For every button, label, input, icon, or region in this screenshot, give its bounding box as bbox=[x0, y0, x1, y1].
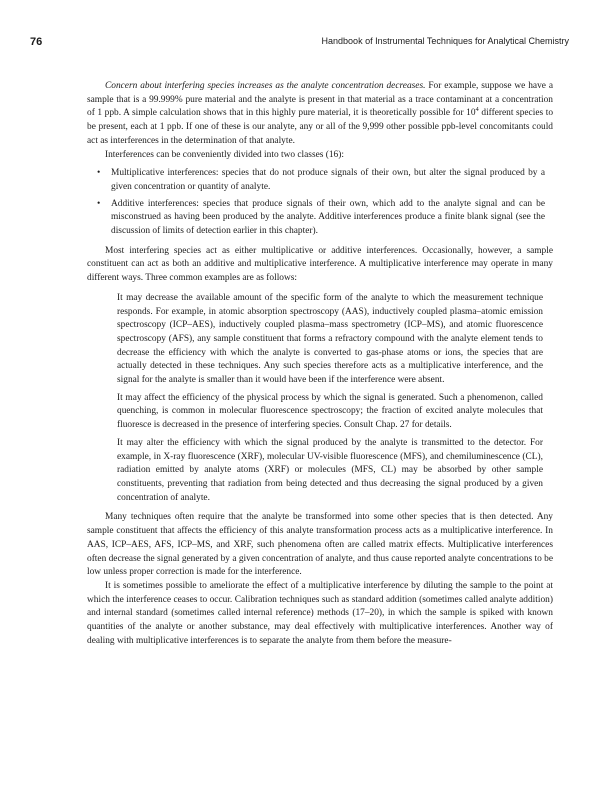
page-number: 76 bbox=[30, 36, 43, 48]
paragraph-intro bbox=[87, 80, 553, 149]
example-paragraph: It may affect the efficiency of the physical process by which the signal is generated. Such a phenomenon, called quenching, is common in molecular fluorescence spectroscopy; the fraction of excited analyte molecules that fluoresce is decreased in the presence of interfering species. Consult Chap. 27 for details. bbox=[117, 392, 543, 431]
body-text bbox=[87, 80, 553, 648]
list-item-text: Multiplicative interferences: species that do not produce signals of their own, but alter the signal produced by a given concentration or quantity of analyte. bbox=[111, 168, 545, 192]
book-title: Handbook of Instrumental Techniques for Analytical Chemistry bbox=[321, 36, 569, 46]
paragraph-calibration: It is sometimes possible to ameliorate the effect of a multiplicative interference by diluting the sample to the point at which the interference ceases to occur. Calibration techniques such as standard addition (sometimes called analyte addition) and internal standard (sometimes called internal reference) methods (17–20), in which the sample is spiked with known quantities of the analyte or another substance, may deal effectively with multiplicative interferences. Another way of dealing with multiplicative interferences is to separate the analyte from them before the measure- bbox=[87, 580, 553, 646]
example-paragraph: It may decrease the available amount of the specific form of the analyte to which the measurement technique responds. For example, in atomic absorption spectroscopy (AAS), inductively coupled plasma–atomic emission spectroscopy (ICP–AES), inductively coupled plasma–mass spectrometry (ICP–MS), and atomic fluorescence spectroscopy (AFS), any sample constituent that forms a refractory compound with the analyte element tends to decrease the efficiency with which the analyte is converted to gas-phase atoms or ions, the species that are actually detected in these techniques. Any such species therefore acts as a multiplicative interference, and the signal for the analyte is smaller than it would have been if the interference were absent. bbox=[117, 292, 543, 386]
paragraph-classes: Interferences can be conveniently divided into two classes (16): bbox=[105, 149, 344, 160]
exponent: 4 bbox=[475, 106, 479, 114]
interference-class-list bbox=[87, 167, 553, 239]
lead-sentence: Concern about interfering species increases as the analyte concentration decreases. bbox=[105, 81, 426, 91]
paragraph-matrix-effects: Many techniques often require that the analyte be transformed into some other species that is then detected. Any sample constituent that affects the efficiency of this analyte transformation process acts as a multiplicative interference. In AAS, ICP–AES, AFS, ICP–MS, and XRF, such phenomena often are called matrix effects. Multiplicative interferences often decrease the signal generated by a given concentration of analyte, and thus cause reported analyte concentrations to be low unless proper correction is made for the interference. bbox=[87, 512, 553, 578]
example-block bbox=[87, 292, 553, 506]
example-paragraph: It may alter the efficiency with which the signal produced by the analyte is transmitted to the detector. For example, in X-ray fluorescence (XRF), molecular UV-visible fluorescence (MFS), and chemiluminescence (CL), radiation emitted by analyte atoms (XRF) or molecules (MFS, CL) may be absorbed by other sample constituents, preventing that radiation from being detected and thus decreasing the signal produced by a given concentration of analyte. bbox=[117, 437, 543, 503]
list-item bbox=[87, 167, 553, 194]
paragraph-intro-text-end: different species to be present, each at 1 ppb. If one of these is our analyte, any or all of the 9,999 other possible ppb-level concomitants could act as interferences in the determination of that analyte. bbox=[87, 108, 554, 146]
bullet-icon: • bbox=[97, 198, 101, 209]
bullet-icon: • bbox=[97, 168, 101, 179]
paragraph-intro-text: For example, suppose we have a sample that is a 99.999% pure material and the analyte is present in that material as a trace contaminant at a concentration of 1 ppb. A simple calculation shows that in this highly pure material, it is theoretically possible for 10 bbox=[87, 81, 553, 119]
paragraph-multiplicative: Most interfering species act as either multiplicative or additive interferences. Occasionally, however, a sample constituent can act as both an additive and multiplicative interference. A multiplicative interference may operate in many different ways. Three common examples are as follows: bbox=[87, 245, 553, 284]
list-item bbox=[87, 198, 553, 239]
running-head bbox=[30, 36, 569, 50]
list-item-text: Additive interferences: species that produce signals of their own, which add to the analyte signal and can be misconstrued as having been produced by the analyte. Additive interferences produce a finite blank signal (see the discussion of limits of detection earlier in this chapter). bbox=[111, 198, 545, 237]
